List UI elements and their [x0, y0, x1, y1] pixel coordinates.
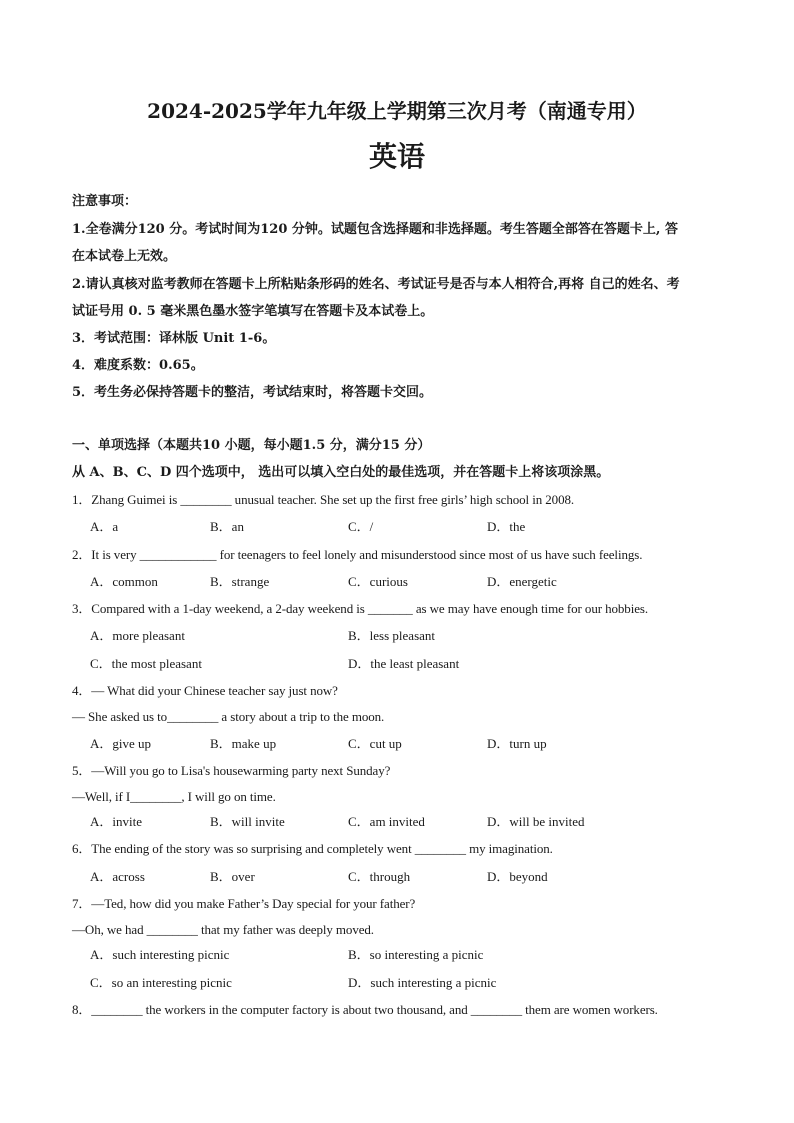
note-2-line-1: 2.请认真核对监考教师在答题卡上所粘贴条形码的姓名、考试证号是否与本人相符合,再将 自己的姓名、考	[72, 277, 680, 292]
question-7-option-d[interactable]: D．such interesting a picnic	[348, 975, 497, 990]
question-5-option-b[interactable]: B．will invite	[210, 814, 285, 829]
question-1-option-b[interactable]: B．an	[210, 519, 244, 534]
question-6-stem: 6．The ending of the story was so surprising and completely went ________ my imagination.	[72, 841, 553, 856]
question-3-option-b[interactable]: B．less pleasant	[348, 628, 436, 643]
question-3-option-a[interactable]: A．more pleasant	[90, 628, 185, 643]
question-4-option-c[interactable]: C．cut up	[348, 736, 402, 751]
question-6-option-b[interactable]: B．over	[210, 869, 255, 884]
question-7-option-a[interactable]: A．such interesting picnic	[90, 947, 230, 962]
question-4-stem-2: — She asked us to________ a story about a trip to the moon.	[72, 709, 385, 724]
question-2-stem: 2．It is very ____________ for teenagers to feel lonely and misunderstood since most of us have such feelings.	[72, 547, 643, 562]
question-2-option-c[interactable]: C．curious	[348, 574, 408, 589]
note-1-line-1: 1.全卷满分120 分。考试时间为120 分钟。试题包含选择题和非选择题。考生答题全部答在答题卡上, 答	[72, 222, 678, 237]
note-1-line-2: 在本试卷上无效。	[72, 249, 177, 264]
question-4-option-a[interactable]: A．give up	[90, 736, 152, 751]
question-3-stem: 3．Compared with a 1-day weekend, a 2-day weekend is _______ as we may have enough time for our hobbies.	[72, 601, 648, 616]
question-5-stem: 5．—Will you go to Lisa's housewarming party next Sunday?	[72, 763, 391, 778]
question-7-option-b[interactable]: B．so interesting a picnic	[348, 947, 484, 962]
question-7-stem: 7．—Ted, how did you make Father’s Day special for your father?	[72, 896, 416, 911]
question-1-option-c[interactable]: C．/	[348, 519, 374, 534]
section-heading: 一、单项选择（本题共10 小题，每小题1.5 分，满分15 分）	[72, 438, 431, 453]
question-2-option-a[interactable]: A．common	[90, 574, 158, 589]
question-5-stem-2: —Well, if I________, I will go on time.	[72, 789, 276, 804]
question-7-stem-2: —Oh, we had ________ that my father was deeply moved.	[72, 922, 374, 937]
question-5-option-a[interactable]: A．invite	[90, 814, 142, 829]
question-1-option-a[interactable]: A．a	[90, 519, 119, 534]
exam-title: 2024-2025学年九年级上学期第三次月考（南通专用）	[147, 99, 647, 123]
exam-subject: 英语	[368, 140, 425, 173]
question-6-option-c[interactable]: C．through	[348, 869, 411, 884]
question-6-option-a[interactable]: A．across	[90, 869, 145, 884]
question-3-option-d[interactable]: D．the least pleasant	[348, 656, 460, 671]
question-3-option-c[interactable]: C．the most pleasant	[90, 656, 202, 671]
question-5-option-d[interactable]: D．will be invited	[487, 814, 585, 829]
question-8-stem: 8．________ the workers in the computer factory is about two thousand, and ________ them are women workers.	[72, 1002, 658, 1017]
question-5-option-c[interactable]: C．am invited	[348, 814, 425, 829]
note-4: 4．难度系数：0.65。	[72, 358, 204, 373]
note-2-line-2: 试证号用 0. 5 毫米黑色墨水签字笔填写在答题卡及本试卷上。	[72, 304, 434, 319]
question-4-option-d[interactable]: D．turn up	[487, 736, 547, 751]
notes-heading: 注意事项：	[72, 194, 138, 209]
question-4-option-b[interactable]: B．make up	[210, 736, 277, 751]
note-5: 5．考生务必保持答题卡的整洁，考试结束时，将答题卡交回。	[72, 385, 433, 400]
question-6-option-d[interactable]: D．beyond	[487, 869, 548, 884]
question-7-option-c[interactable]: C．so an interesting picnic	[90, 975, 232, 990]
note-3: 3．考试范围：译林版 Unit 1-6。	[72, 331, 276, 346]
section-instruction: 从 A、B、C、D 四个选项中， 选出可以填入空白处的最佳选项，并在答题卡上将该项涂黑。	[72, 465, 610, 480]
question-2-option-d[interactable]: D．energetic	[487, 574, 557, 589]
question-4-stem: 4．— What did your Chinese teacher say just now?	[72, 683, 338, 698]
question-2-option-b[interactable]: B．strange	[210, 574, 270, 589]
question-1-option-d[interactable]: D．the	[487, 519, 526, 534]
question-1-stem: 1．Zhang Guimei is ________ unusual teacher. She set up the first free girls’ high school in 2008.	[72, 492, 575, 507]
